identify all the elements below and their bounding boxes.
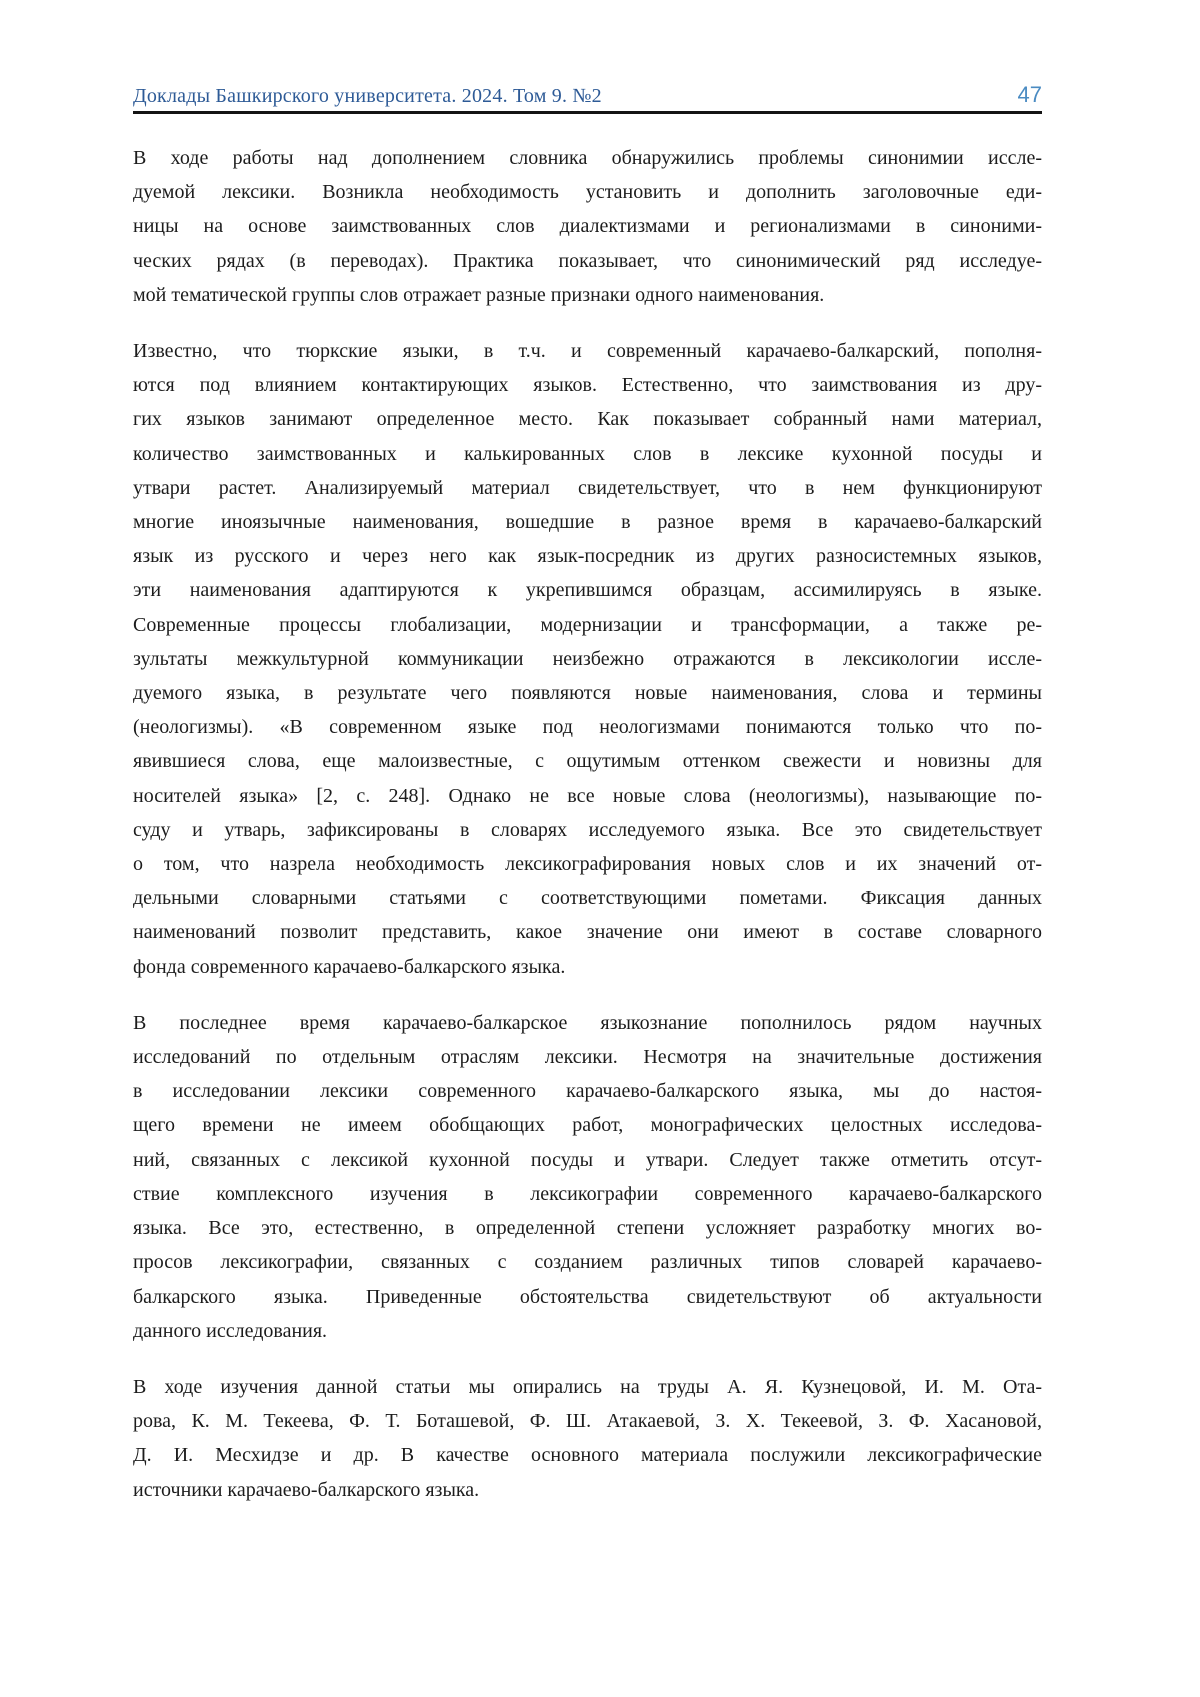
text-line: Д. И. Месхидзе и др. В качестве основного материала послужили лексикографические <box>133 1444 1042 1467</box>
text-line: мой тематической группы слов отражает разные признаки одного наименования. <box>133 283 825 306</box>
header-rule <box>133 111 1042 114</box>
text-line: источники карачаево-балкарского языка. <box>133 1478 480 1501</box>
text-line: балкарского языка. Приведенные обстоятельства свидетельствуют об актуальности <box>133 1285 1042 1308</box>
text-line: просов лексикографии, связанных с созданием различных типов словарей карачаево- <box>133 1251 1042 1274</box>
text-line: дуемой лексики. Возникла необходимость установить и дополнить заголовочные еди- <box>133 181 1042 204</box>
text-line: эти наименования адаптируются к укрепившимся образцам, ассимилируясь в языке. <box>133 579 1042 602</box>
text-line: язык из русского и через него как язык-посредник из других разносистемных языков, <box>133 545 1042 568</box>
text-line: В последнее время карачаево-балкарское языкознание пополнилось рядом научных <box>133 1011 1042 1034</box>
text-line: зультаты межкультурной коммуникации неизбежно отражаются в лексикологии иссле- <box>133 647 1042 670</box>
text-line: щего времени не имеем обобщающих работ, монографических целостных исследова- <box>133 1114 1042 1137</box>
text-line: дуемого языка, в результате чего появляются новые наименования, слова и термины <box>133 682 1042 705</box>
text-line: ствие комплексного изучения в лексикографии современного карачаево-балкарского <box>133 1182 1042 1205</box>
text-line: наименований позволит представить, какое значение они имеют в составе словарного <box>133 921 1042 944</box>
text-line: явившиеся слова, еще малоизвестные, с ощутимым оттенком свежести и новизны для <box>133 750 1042 773</box>
page-number: 47 <box>1017 82 1042 107</box>
text-line: многие иноязычные наименования, вошедшие в разное время в карачаево-балкарский <box>133 511 1042 534</box>
text-line: ницы на основе заимствованных слов диалектизмами и регионализмами в синоними- <box>133 215 1042 238</box>
article-body <box>133 141 1042 1507</box>
text-line: Известно, что тюркские языки, в т.ч. и современный карачаево-балкарский, пополня- <box>133 340 1042 363</box>
text-line: носителей языка» [2, с. 248]. Однако не все новые слова (неологизмы), называющие по- <box>133 784 1042 807</box>
text-line: ются под влиянием контактирующих языков. Естественно, что заимствования из дру- <box>133 374 1042 397</box>
page-header <box>133 82 1042 108</box>
text-line: суду и утварь, зафиксированы в словарях исследуемого языка. Все это свидетельствует <box>133 818 1042 841</box>
text-line: исследований по отдельным отраслям лексики. Несмотря на значительные достижения <box>133 1046 1042 1069</box>
text-line: Современные процессы глобализации, модернизации и трансформации, а также ре- <box>133 613 1042 636</box>
text-line: языка. Все это, естественно, в определенной степени усложняет разработку многих во- <box>133 1217 1042 1240</box>
paragraph <box>133 1006 1042 1348</box>
text-line: в исследовании лексики современного карачаево-балкарского языка, мы до настоя- <box>133 1080 1042 1103</box>
journal-title: Доклады Башкирского университета. 2024. Том 9. №2 <box>133 85 602 107</box>
text-line: ний, связанных с лексикой кухонной посуды и утвари. Следует также отметить отсут- <box>133 1148 1042 1171</box>
paragraph <box>133 1370 1042 1507</box>
text-line: количество заимствованных и калькированных слов в лексике кухонной посуды и <box>133 442 1042 465</box>
text-line: (неологизмы). «В современном языке под неологизмами понимаются только что по- <box>133 716 1042 739</box>
text-line: гих языков занимают определенное место. Как показывает собранный нами материал, <box>133 408 1042 431</box>
paragraph <box>133 334 1042 984</box>
text-line: утвари растет. Анализируемый материал свидетельствует, что в нем функционируют <box>133 476 1042 499</box>
text-line: рова, К. М. Текеева, Ф. Т. Боташевой, Ф. Ш. Атакаевой, З. Х. Текеевой, З. Ф. Хасановой, <box>133 1410 1042 1433</box>
text-line: данного исследования. <box>133 1319 328 1342</box>
paragraph <box>133 141 1042 312</box>
text-line: В ходе работы над дополнением словника обнаружились проблемы синонимии иссле- <box>133 147 1042 169</box>
text-line: фонда современного карачаево-балкарского языка. <box>133 955 566 978</box>
text-line: о том, что назрела необходимость лексикографирования новых слов и их значений от- <box>133 853 1042 876</box>
text-line: В ходе изучения данной статьи мы опирались на труды А. Я. Кузнецовой, И. М. Ота- <box>133 1375 1042 1398</box>
text-line: ческих рядах (в переводах). Практика показывает, что синонимический ряд исследуе- <box>133 249 1042 272</box>
text-line: дельными словарными статьями с соответствующими пометами. Фиксация данных <box>133 887 1042 910</box>
